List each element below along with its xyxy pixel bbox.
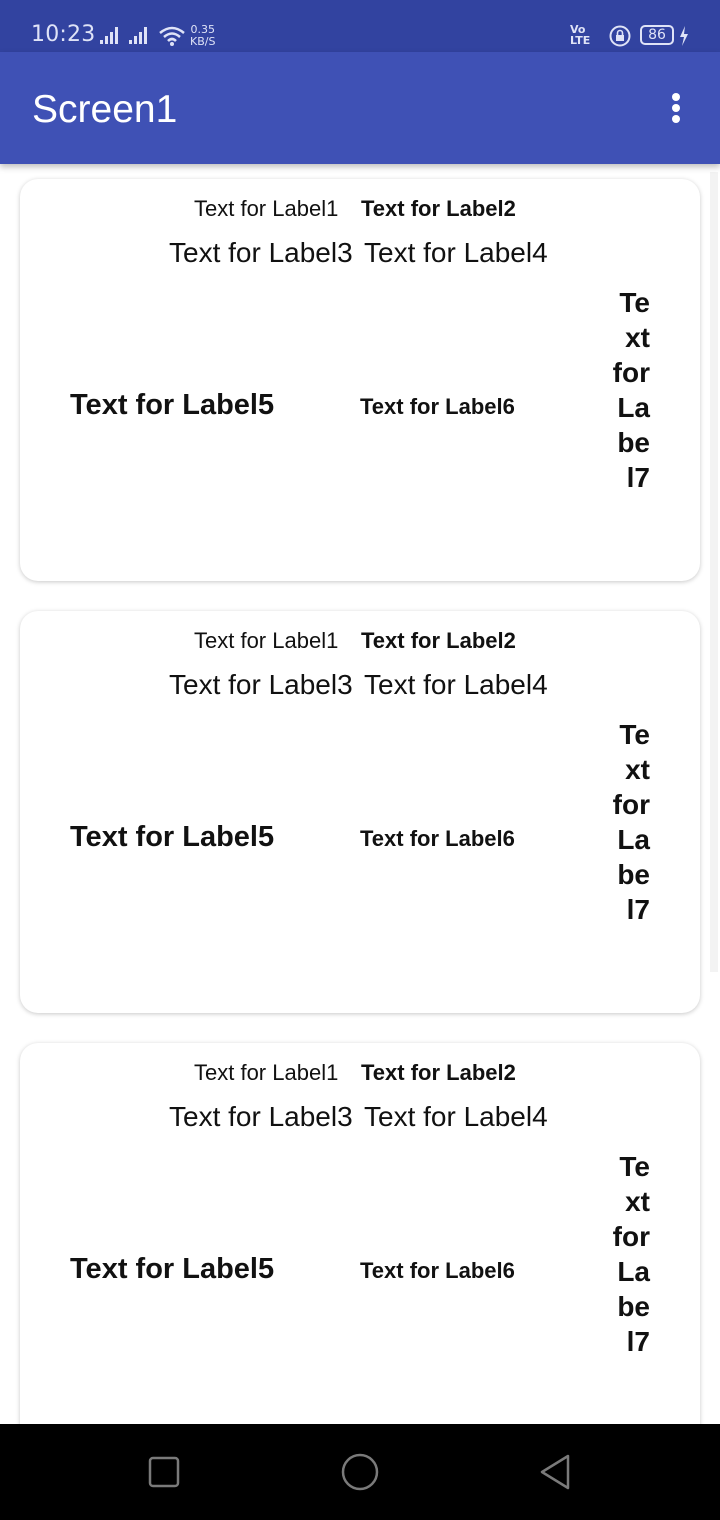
scrollbar[interactable] bbox=[710, 172, 718, 972]
lock-icon bbox=[609, 25, 631, 47]
label4: Text for Label4 bbox=[364, 237, 548, 268]
home-icon[interactable] bbox=[336, 1448, 384, 1496]
content-scroll-area[interactable] bbox=[0, 164, 720, 1424]
navigation-bar bbox=[0, 1424, 720, 1520]
label4: Text for Label4 bbox=[364, 669, 548, 700]
app-title: Screen1 bbox=[32, 88, 178, 131]
label1: Text for Label1 bbox=[194, 1060, 339, 1085]
card bbox=[20, 179, 700, 581]
battery-icon: 86 bbox=[640, 25, 674, 45]
label1: Text for Label1 bbox=[194, 628, 339, 653]
network-speed bbox=[190, 24, 215, 48]
more-vert-icon[interactable] bbox=[660, 88, 692, 128]
volte-line2: LTE bbox=[570, 34, 591, 47]
label6: Text for Label6 bbox=[360, 1258, 515, 1283]
label3: Text for Label3 bbox=[169, 1101, 353, 1132]
recents-icon[interactable] bbox=[140, 1448, 188, 1496]
network-speed-unit: KB/S bbox=[190, 35, 216, 48]
label5: Text for Label5 bbox=[70, 821, 275, 853]
label2: Text for Label2 bbox=[361, 196, 516, 221]
card bbox=[20, 611, 700, 1013]
label7: Text for Label7 bbox=[612, 287, 650, 493]
label5: Text for Label5 bbox=[70, 389, 275, 421]
charging-icon bbox=[678, 25, 690, 47]
app-bar bbox=[0, 52, 720, 164]
label5: Text for Label5 bbox=[70, 1253, 275, 1285]
label2: Text for Label2 bbox=[361, 1060, 516, 1085]
label6: Text for Label6 bbox=[360, 394, 515, 419]
label3: Text for Label3 bbox=[169, 669, 353, 700]
label2: Text for Label2 bbox=[361, 628, 516, 653]
status-time: 10:23 bbox=[31, 22, 96, 47]
status-bar bbox=[0, 0, 720, 52]
label7: Text for Label7 bbox=[612, 719, 650, 925]
label4: Text for Label4 bbox=[364, 1101, 548, 1132]
volte-indicator bbox=[570, 24, 590, 46]
label6: Text for Label6 bbox=[360, 826, 515, 851]
back-icon[interactable] bbox=[532, 1448, 580, 1496]
volte-line1: Vo bbox=[570, 23, 586, 36]
network-speed-value: 0.35 bbox=[190, 23, 215, 36]
label1: Text for Label1 bbox=[194, 196, 339, 221]
label7: Text for Label7 bbox=[612, 1151, 650, 1357]
signal-icon bbox=[100, 25, 122, 45]
wifi-icon bbox=[158, 25, 186, 47]
card bbox=[20, 1043, 700, 1424]
signal-icon bbox=[129, 25, 151, 45]
label3: Text for Label3 bbox=[169, 237, 353, 268]
